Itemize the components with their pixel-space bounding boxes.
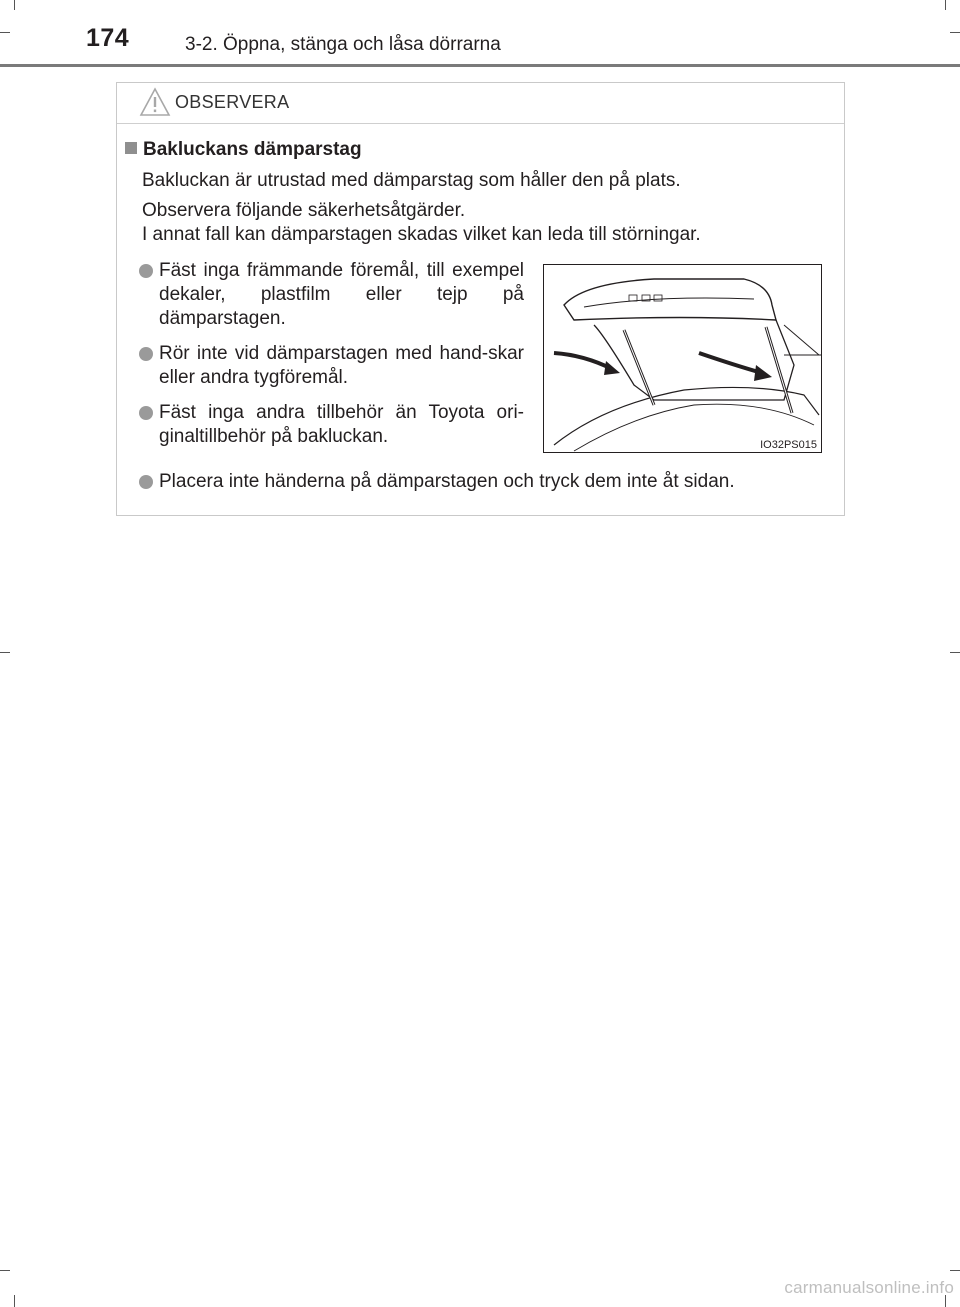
crop-mark bbox=[14, 1295, 15, 1307]
caution-header bbox=[117, 83, 844, 124]
list-item: Fäst inga främmande föremål, till exempel dekaler, plastfilm eller tejp på dämparstagen. bbox=[139, 259, 524, 331]
subsection-heading bbox=[125, 139, 362, 161]
caution-label: OBSERVERA bbox=[175, 92, 290, 112]
subsection-heading-text: Bakluckans dämparstag bbox=[143, 139, 362, 160]
bullet-dot-icon bbox=[139, 347, 153, 361]
list-item: Placera inte händerna på dämparstagen och tryck dem inte åt sidan. bbox=[139, 470, 849, 494]
tailgate-drawing bbox=[544, 265, 822, 453]
bullet-dot-icon bbox=[139, 264, 153, 278]
intro-paragraph: Bakluckan är utrustad med dämparstag som håller den på plats. bbox=[142, 170, 681, 191]
footer-watermark: carmanualsonline.info bbox=[784, 1278, 954, 1297]
crop-mark bbox=[0, 32, 10, 33]
list-item: Fäst inga andra tillbehör än Toyota ori-ginaltillbehör på bakluckan. bbox=[139, 401, 524, 449]
section-title: 3-2. Öppna, stänga och låsa dörrarna bbox=[185, 34, 501, 55]
warning-triangle-icon bbox=[139, 87, 171, 117]
note-line-1: Observera följande säkerhetsåtgärder. bbox=[142, 200, 466, 221]
crop-mark bbox=[14, 0, 15, 10]
crop-mark bbox=[950, 32, 960, 33]
crop-mark bbox=[950, 652, 960, 653]
note-line-2: I annat fall kan dämparstagen skadas vilket kan leda till störningar. bbox=[142, 224, 701, 245]
square-bullet-icon bbox=[125, 142, 137, 154]
tailgate-illustration bbox=[543, 264, 822, 453]
crop-mark bbox=[950, 1270, 960, 1271]
header-rule bbox=[0, 64, 960, 67]
caution-box bbox=[116, 82, 845, 516]
bullet-dot-icon bbox=[139, 406, 153, 420]
crop-mark bbox=[945, 0, 946, 10]
crop-mark bbox=[0, 652, 10, 653]
crop-mark bbox=[0, 1270, 10, 1271]
page-number: 174 bbox=[86, 24, 130, 52]
bullet-dot-icon bbox=[139, 475, 153, 489]
figure-code: IO32PS015 bbox=[760, 439, 817, 451]
list-item: Rör inte vid dämparstagen med hand-skar eller andra tygföremål. bbox=[139, 342, 524, 390]
bullet-list bbox=[139, 259, 524, 460]
